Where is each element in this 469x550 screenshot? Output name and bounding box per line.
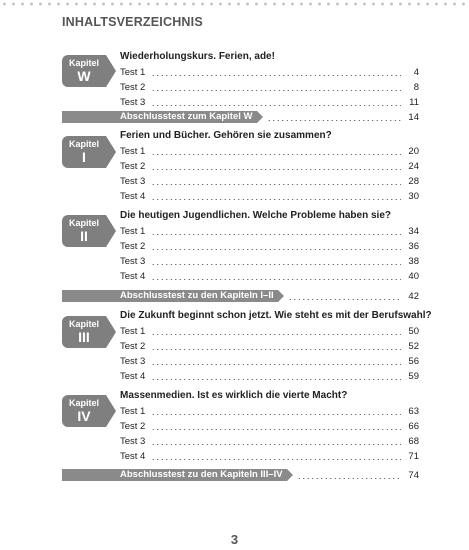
toc-entry[interactable] (120, 65, 419, 79)
page-ref: 34 (408, 225, 419, 237)
final-test-label (62, 111, 257, 123)
leader-dots (151, 364, 401, 365)
kapitel-number: IV (77, 408, 91, 424)
chapter-tab (62, 136, 106, 168)
entry-label: Test 2 (120, 420, 146, 432)
chapter-title: Ferien und Bücher. Gehören sie zusammen? (120, 130, 332, 141)
toc-entry[interactable] (120, 354, 419, 368)
chapter-title: Massenmedien. Ist es wirklich die vierte Macht? (120, 390, 348, 401)
page-ref: 11 (409, 96, 419, 108)
chapter-title: Die heutigen Jugendlichen. Welche Probleme haben sie? (120, 210, 391, 221)
kapitel-number: I (82, 149, 86, 165)
final-test-entry[interactable] (62, 289, 419, 303)
final-test-text: Abschlusstest zum Kapitel W (120, 111, 253, 122)
page-ref: 30 (408, 190, 419, 202)
entry-label: Test 4 (120, 370, 146, 382)
leader-dots (151, 249, 401, 250)
leader-dots (297, 478, 401, 479)
leader-dots (151, 334, 401, 335)
entry-label: Test 2 (120, 340, 146, 352)
top-dotted-border (0, 0, 469, 8)
page-ref: 63 (408, 405, 419, 417)
final-test-entry[interactable] (62, 110, 419, 124)
kapitel-label: Kapitel (68, 139, 99, 149)
entry-label: Test 1 (120, 325, 146, 337)
page-ref: 71 (408, 450, 419, 462)
page-ref: 28 (408, 175, 419, 187)
chapter-title: Die Zukunft beginnt schon jetzt. Wie steht es mit der Berufswahl? (120, 310, 432, 321)
kapitel-label: Kapitel (68, 398, 99, 408)
toc-entry[interactable] (120, 339, 419, 353)
page-ref: 36 (408, 240, 419, 252)
kapitel-number: III (78, 329, 90, 345)
leader-dots (151, 429, 401, 430)
chapter-tab (62, 316, 106, 348)
leader-dots (151, 169, 401, 170)
page-ref: 24 (408, 160, 419, 172)
page-ref: 56 (408, 355, 419, 367)
leader-dots (151, 90, 401, 91)
entry-label: Test 4 (120, 450, 146, 462)
entry-label: Test 1 (120, 405, 146, 417)
chapter-tab (62, 55, 106, 87)
leader-dots (151, 105, 401, 106)
toc-entry[interactable] (120, 80, 419, 94)
page-ref: 59 (408, 370, 419, 382)
toc-entry[interactable] (120, 419, 419, 433)
entry-label: Test 2 (120, 240, 146, 252)
kapitel-label: Kapitel (68, 218, 99, 228)
kapitel-label: Kapitel (68, 319, 99, 329)
entry-label: Test 3 (120, 435, 146, 447)
leader-dots (151, 349, 401, 350)
leader-dots (151, 264, 401, 265)
final-test-label (62, 469, 287, 481)
toc-entry[interactable] (120, 95, 419, 109)
entry-label: Test 3 (120, 355, 146, 367)
leader-dots (151, 184, 401, 185)
page-ref: 4 (413, 66, 419, 78)
leader-dots (151, 234, 401, 235)
toc-entry[interactable] (120, 449, 419, 463)
final-test-text: Abschlusstest zu den Kapiteln III–IV (120, 469, 283, 480)
page-ref: 52 (408, 340, 419, 352)
leader-dots (151, 154, 401, 155)
leader-dots (151, 199, 401, 200)
chapter-tab (62, 395, 106, 427)
page-title: INHALTSVERZEICHNIS (62, 15, 203, 29)
entry-label: Test 1 (120, 225, 146, 237)
entry-label: Test 3 (120, 175, 146, 187)
toc-entry[interactable] (120, 404, 419, 418)
toc-entry[interactable] (120, 224, 419, 238)
chapter-tab (62, 215, 106, 247)
entry-label: Test 3 (120, 96, 146, 108)
leader-dots (151, 75, 401, 76)
page-ref: 40 (408, 270, 419, 282)
leader-dots (151, 459, 401, 460)
leader-dots (151, 414, 401, 415)
entry-label: Test 3 (120, 255, 146, 267)
page-ref: 8 (413, 81, 419, 93)
entry-label: Test 2 (120, 81, 146, 93)
page-ref: 66 (408, 420, 419, 432)
toc-entry[interactable] (120, 189, 419, 203)
toc-entry[interactable] (120, 174, 419, 188)
toc-entry[interactable] (120, 434, 419, 448)
leader-dots (288, 299, 401, 300)
toc-entry[interactable] (120, 254, 419, 268)
kapitel-number: II (80, 228, 88, 244)
kapitel-number: W (77, 68, 91, 84)
leader-dots (267, 120, 402, 121)
entry-label: Test 2 (120, 160, 146, 172)
entry-label: Test 4 (120, 270, 146, 282)
page-ref: 50 (408, 325, 419, 337)
page-ref: 68 (408, 435, 419, 447)
leader-dots (151, 379, 401, 380)
leader-dots (151, 444, 401, 445)
entry-label: Test 1 (120, 66, 146, 78)
entry-label: Test 4 (120, 190, 146, 202)
page-ref: 42 (408, 290, 419, 302)
page-ref: 14 (408, 111, 419, 123)
page-ref: 38 (408, 255, 419, 267)
toc-entry[interactable] (120, 159, 419, 173)
toc-entry[interactable] (120, 324, 419, 338)
leader-dots (151, 279, 401, 280)
toc-entry[interactable] (120, 239, 419, 253)
kapitel-label: Kapitel (68, 58, 99, 68)
toc-entry[interactable] (120, 369, 419, 383)
page-ref: 20 (408, 145, 419, 157)
toc-entry[interactable] (120, 269, 419, 283)
page-ref: 74 (408, 469, 419, 481)
toc-entry[interactable] (120, 144, 419, 158)
chapter-title: Wiederholungskurs. Ferien, ade! (120, 51, 275, 62)
final-test-entry[interactable] (62, 468, 419, 482)
final-test-text: Abschlusstest zu den Kapiteln I–II (120, 290, 274, 301)
final-test-label (62, 290, 278, 302)
entry-label: Test 1 (120, 145, 146, 157)
page-number: 3 (230, 532, 239, 547)
